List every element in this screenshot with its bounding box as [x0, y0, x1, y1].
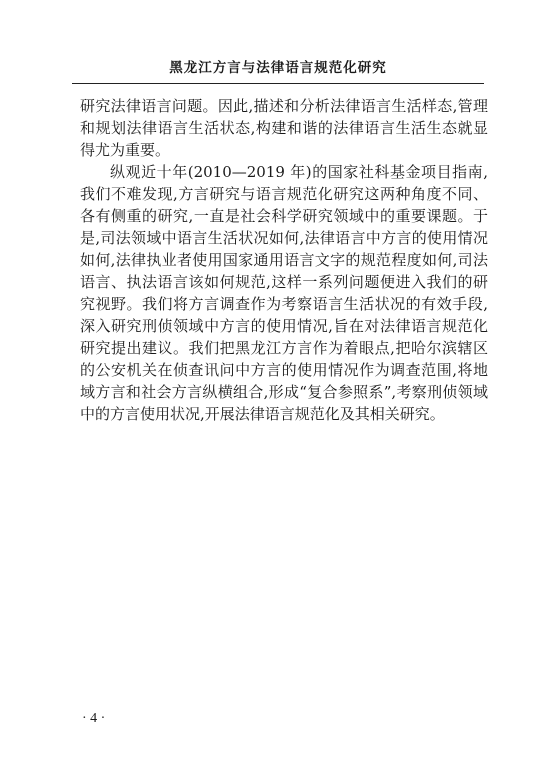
running-header: 黑龙江方言与法律语言规范化研究	[169, 60, 387, 76]
page-number: · 4 ·	[82, 711, 106, 726]
header-rule	[72, 83, 484, 84]
paragraph-continued: 研究法律语言问题。因此,描述和分析法律语言生活样态,管理和规划法律语言生活状态,构建和谐的法律语言生活生态就显得尤为重要。	[80, 97, 488, 159]
paragraph: 纵观近十年(2010—2019 年)的国家社科基金项目指南,我们不难发现,方言研究与语言规范化研究这两种角度不同、各有侧重的研究,一直是社会科学研究领域中的重要课题。于是,司法领域中语言生活状况如何,法律语言中方言的使用情况如何,法律执业者使用国家通用语言文字的规范程度如何,司法语言、执法语言该如何规范,这样一系列问题便进入我们的研究视野。我们将方言调查作为考察语言生活状况的有效手段,深入研究刑侦领域中方言的使用情况,旨在对法律语言规范化研究提出建议。我们把黑龙江方言作为着眼点,把哈尔滨辖区的公安机关在侦查讯问中方言的使用情况作为调查范围,将地域方言和社会方言纵横组合,形成“复合参照系”,考察刑侦领域中的方言使用状况,开展法律语言规范化及其相关研究。	[80, 163, 488, 423]
body-text	[80, 95, 488, 425]
